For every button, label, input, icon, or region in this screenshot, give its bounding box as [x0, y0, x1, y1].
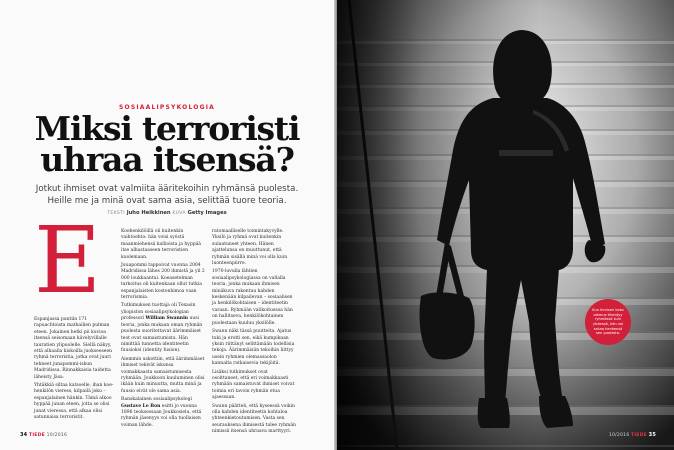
page-number: 35 — [648, 432, 656, 438]
text-span: Ranskalainen sosiaalipsykologi — [121, 397, 192, 403]
right-page — [337, 0, 674, 450]
photo-credit-label: KUVA — [172, 211, 186, 216]
section-kicker: SOSIAALIPSYKOLOGIA — [119, 104, 215, 111]
photographer-name: Getty Images — [187, 210, 227, 216]
paragraph: Swann näki tässä puutteita. Ajatus tuki ja erotti sen, eikä kumpikaan yksin riittänyt selittämään todellisia tekoja. Äärimmäisiin tekoihin liittyy usein ryhmien olemassaolon kannalta ratkaisevia tekijöitä. — [212, 329, 295, 367]
paragraph: ratomaalliselle toimintakyvylle. Yksilö ja ryhmä ovat kuitenkin sulautuneet yhteen. Hänen ajattelunsa on muuttunut, että ryhmän sisällä minä voi olla kuin luonteenpiirre. — [212, 229, 288, 267]
paragraph: Espanjassa puntiin 171 rapuachtoista matkailien pulman eteen. Jokainen hetki pii kuvioa itsensä seisomaan kävelyvillalle tauratien ylipuolelle. Siellä näkyy, että alhaalla kiskoilla juokseeseen ryhmä terroristia, jotka ovat juuri tehneet junapommi-iskun Madridissa. Rinnakkaisia taidetta läheisty Jäsa. — [34, 317, 113, 380]
text-span: Tutkimuksen tuottaja oli Texasin yliopiston sosiaalipsykologian professori — [121, 303, 196, 322]
text-credit-label: TEKSTI — [107, 211, 125, 216]
left-page — [0, 0, 334, 450]
text-span: esitti jo vuonna 1896 teoksessaan Joukkosielu, että ryhmän jäsenyys voi olla tuollaisen voiman lähde. — [121, 403, 202, 428]
magazine-brand: TIEDE — [29, 433, 45, 438]
paragraph — [121, 303, 205, 354]
paragraph: Swann päätteli, että kyseessä voikin olla kahden identiteetin kohtaloa yhteenkietoutumisen. Vasta sen seurauksena ihmisestä tulee ryhmän nimissä itsensä uhraava marttyyri. — [212, 403, 296, 435]
bold-name: William Swannin — [145, 316, 189, 322]
photo-caption-bubble: Kun ihmisen koko olemus tihentyy ryhmässä kuin yhdessä, hän voi antaa henkensä sen puolesta. — [585, 299, 631, 345]
headline-line-1: Miksi terroristi — [34, 109, 300, 148]
drop-cap: E — [34, 207, 102, 314]
issue-number: 10/2016 — [608, 433, 630, 438]
paragraph: Koehenkilöillä oli kuitenkin vaihtoehto: hän voisi syöstä maanmiehensä kallioista ja hyppää itse alhastaaseen terroristien kuolemaan. — [121, 229, 201, 260]
paragraph: Juuapommi tappoivat vuonna 2004 Madridissa lähes 200 ihmistä ja yli 2 000 loukkaantui. Koeasetelman tarkoitus oli kuitenkaan ollut tutkia espanjalaisten kostonhimoa vaan terrorismia. — [121, 263, 205, 301]
deck-line-2: Heille me ja minä ovat sama asia, selittää tuore teoria. — [47, 196, 287, 206]
body-column-1 — [34, 317, 114, 424]
paragraph: Aiemmin uskottiin, että äärimmäiset ihmiset tekivät iskunsa voimakkaasta samaistumisesta ryhmään. Joukkoon kuuluminen olisi ikään kuin minuutta, mutta minä ja fuusio eivät ole sama asia. — [121, 356, 205, 394]
paragraph: Yhtäkkiä siltaa katsoelle, ihan koe-henkilön vieress, kilpailä joku – espanjalainen hänkin. Tämä alkoo hyppää junan eteen, jotta se olisi junat vieressa, että alkaa olisi satunnaisa terroristit. — [34, 383, 114, 421]
paragraph: 1970-luvulla lähtien sosiaalipsykologiassa on vallalla teoria, jonka mukaan ihmisen minäkuva rakentuu kahden keskenään kilpailevan – sosiaalisen ja henkilökohtaisen – identiteetin varaan. Ryhmään valikoituessa hän on hallitseva, henkilökohtainen puolestaan kuuluu yksilölle. — [212, 269, 293, 326]
deck-line-1: Jotkut ihmiset ovat valmiita ääritekoihin ryhmänsä puolesta. — [35, 184, 299, 194]
deck — [0, 183, 334, 207]
bold-name: Gustave Le Bon — [121, 403, 161, 409]
issue-number: 10/2016 — [46, 433, 68, 438]
paragraph — [121, 397, 205, 429]
hooded-figure-photo — [337, 0, 674, 450]
body-column-2 — [121, 229, 205, 431]
author-name: Juho Heikkinen — [126, 210, 171, 216]
headline — [0, 109, 334, 179]
folio-left — [20, 432, 67, 438]
folio-right — [609, 432, 656, 438]
page-number: 34 — [20, 432, 28, 438]
magazine-brand: TIEDE — [631, 433, 647, 438]
headline-line-2: uhraa itsensä? — [40, 140, 294, 179]
text-span: uusi teoria, jonka mukaan oman ryhmän puolesta suoritettavat äärimmäiset teot ovat samaistumista. Hän nimittää tunnetta identiteetin fuusioksi (identity fusion). — [121, 316, 203, 354]
paragraph: Lisäksi tutkimukset ovat osoittaneet, että eri voimakkaasti ryhmään samaistuvat ihmiset voivat toimia eri tavoin ryhmän etua ajaessaan. — [212, 369, 295, 401]
body-column-3 — [212, 229, 296, 438]
